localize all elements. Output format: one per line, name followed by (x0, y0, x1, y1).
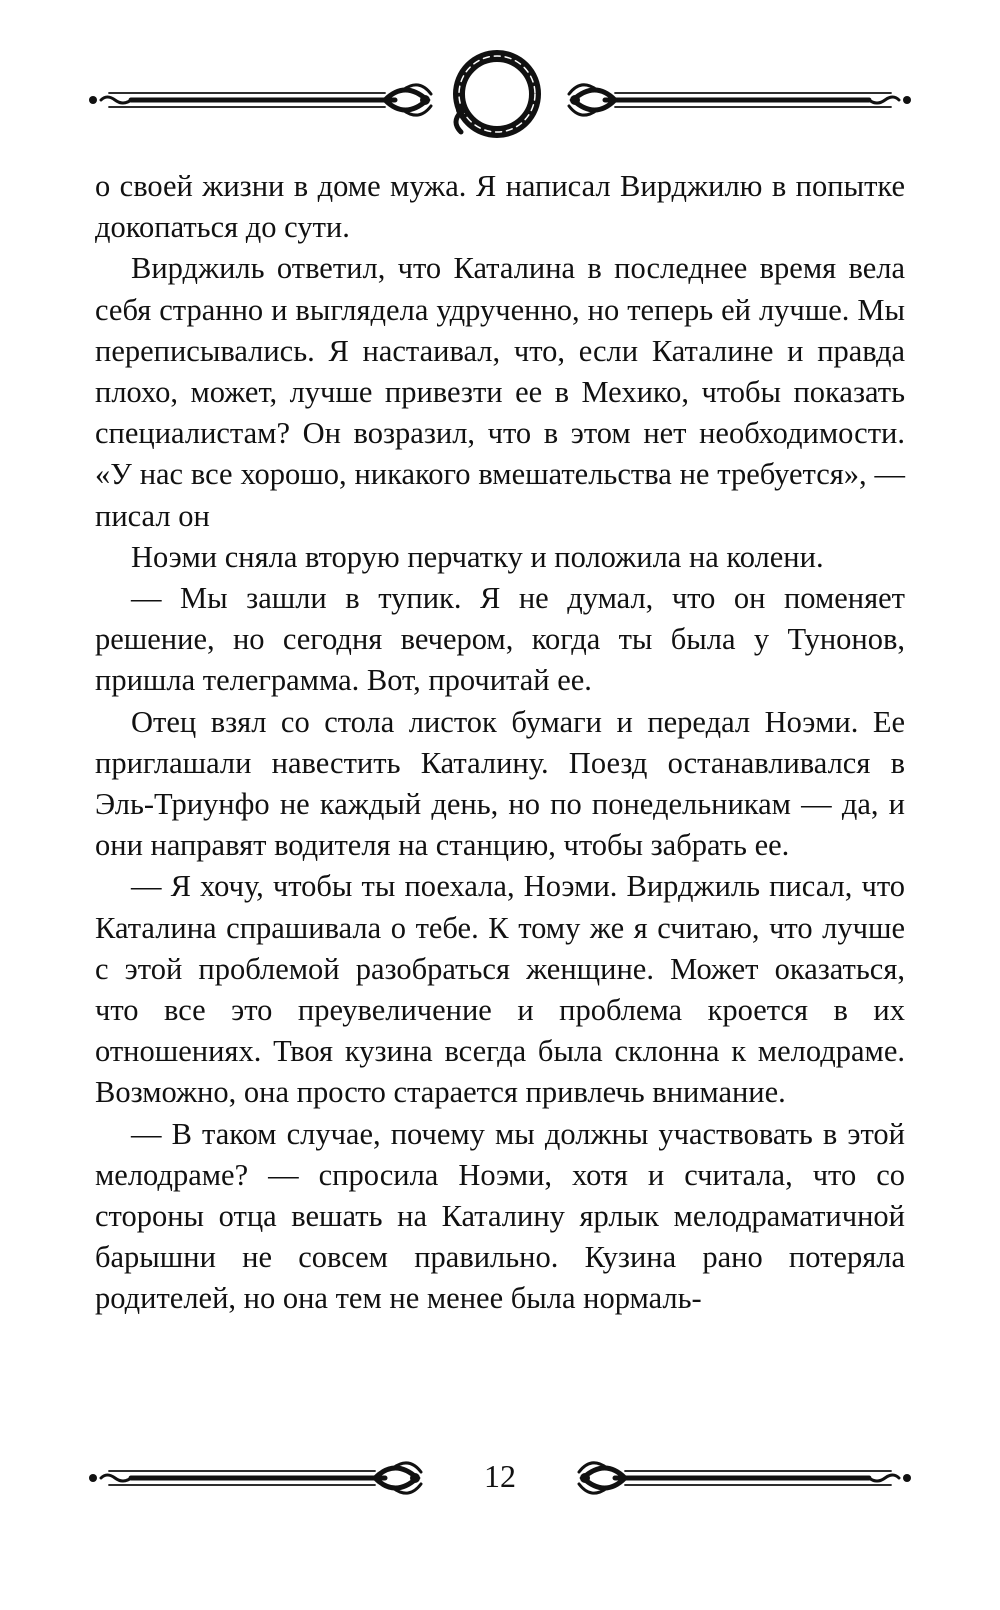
header-ornament (85, 50, 915, 140)
paragraph-7: — В таком случае, почему мы должны участвовать в этой мелодраме? — спросила Ноэми, хотя и считала, что со стороны отца вешать на Каталину ярлык мелодраматичной барышни не совсем правильно. Кузина рано потеряла родителей, но она тем не менее была нормаль- (95, 1116, 905, 1316)
paragraph-2: Вирджиль ответил, что Каталина в последнее время вела себя странно и выглядела удрученно, но теперь ей лучше. Мы переписывались. Я настаивал, что, если Каталине и правда плохо, может, лучше привезти ее в Мехико, чтобы показать специалистам? Он возразил, что в этом нет необходимости. «У нас все хорошо, никакого вмешательства не требуется», — писал он (95, 251, 905, 533)
paragraph-6: — Я хочу, чтобы ты поехала, Ноэми. Вирджиль писал, что Каталина спрашивала о тебе. К тому же я считаю, что лучше с этой проблемой разобраться женщине. Может оказаться, что все это преувеличение и проблема кроется в их отношениях. Твоя кузина всегда была склонна к мелодраме. Возможно, она просто старается привлечь внимание. (95, 869, 905, 1110)
body-text (95, 166, 905, 1320)
page-number: 12 (484, 1458, 516, 1494)
paragraph-1: о своей жизни в доме мужа. Я написал Вирджилю в попытке докопаться до сути. (95, 169, 905, 245)
paragraph-5: Отец взял со стола листок бумаги и передал Ноэми. Ее приглашали навестить Каталину. Поезд останавливался в Эль-Триунфо не каждый день, но по понедельникам — да, и они направят водителя на станцию, чтобы забрать ее. (95, 704, 905, 863)
paragraph-3: Ноэми сняла вторую перчатку и положила на колени. (131, 539, 824, 574)
paragraph-4: — Мы зашли в тупик. Я не думал, что он поменяет решение, но сегодня вечером, когда ты была у Тунонов, пришла телеграмма. Вот, прочитай ее. (95, 581, 905, 698)
